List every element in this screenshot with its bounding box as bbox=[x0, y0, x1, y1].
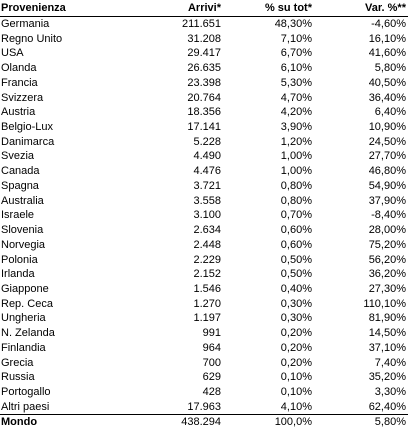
arrivals-cell: 20.764 bbox=[187, 91, 221, 104]
share-cell: 1,00% bbox=[280, 165, 312, 178]
table-row bbox=[0, 400, 408, 415]
column-header-arrivals: Arrivi* bbox=[127, 0, 223, 17]
change-cell: -8,40% bbox=[371, 209, 406, 222]
column-header-change: Var. %** bbox=[314, 0, 408, 17]
table-row bbox=[0, 194, 408, 209]
arrivals-cell: 5.228 bbox=[193, 135, 221, 148]
country-cell: Portogallo bbox=[1, 385, 51, 398]
change-cell: 37,10% bbox=[368, 341, 406, 354]
arrivals-cell: 17.141 bbox=[187, 121, 221, 134]
share-cell: 4,70% bbox=[280, 91, 312, 104]
change-cell: 16,10% bbox=[368, 32, 406, 45]
share-cell: 4,10% bbox=[280, 400, 312, 413]
arrivals-cell: 26.635 bbox=[187, 62, 221, 75]
table-row bbox=[0, 311, 408, 326]
table-row bbox=[0, 370, 408, 385]
change-cell: 62,40% bbox=[368, 400, 406, 413]
country-cell: Olanda bbox=[1, 62, 37, 75]
total-arrivals-cell: 438.294 bbox=[127, 415, 223, 430]
arrivals-cell: 4.476 bbox=[193, 165, 221, 178]
arrivals-cell: 1.546 bbox=[193, 282, 221, 295]
share-cell: 0,20% bbox=[280, 341, 312, 354]
change-cell: 10,90% bbox=[368, 121, 406, 134]
table-row bbox=[0, 208, 408, 223]
country-cell: Belgio-Lux bbox=[1, 121, 53, 134]
share-cell: 6,70% bbox=[280, 47, 312, 60]
share-cell: 1,00% bbox=[280, 150, 312, 163]
change-cell: 36,20% bbox=[368, 268, 406, 281]
change-cell: 14,50% bbox=[368, 327, 406, 340]
country-cell: Rep. Ceca bbox=[1, 297, 53, 310]
table-row bbox=[0, 105, 408, 120]
share-cell: 0,20% bbox=[280, 327, 312, 340]
country-cell: Grecia bbox=[1, 356, 34, 369]
change-cell: 7,40% bbox=[374, 356, 406, 369]
change-cell: 3,30% bbox=[374, 385, 406, 398]
table-row bbox=[0, 149, 408, 164]
country-cell: Danimarca bbox=[1, 135, 55, 148]
change-cell: 41,60% bbox=[368, 47, 406, 60]
share-cell: 0,10% bbox=[280, 371, 312, 384]
change-cell: 56,20% bbox=[368, 253, 406, 266]
country-cell: Slovenia bbox=[1, 224, 44, 237]
share-cell: 6,10% bbox=[280, 62, 312, 75]
arrivals-cell: 3.558 bbox=[193, 194, 221, 207]
country-cell: Canada bbox=[1, 165, 40, 178]
table-row bbox=[0, 267, 408, 282]
table-header-row bbox=[0, 0, 408, 17]
country-cell: Svizzera bbox=[1, 91, 44, 104]
table-row bbox=[0, 297, 408, 312]
change-cell: 36,40% bbox=[368, 91, 406, 104]
share-cell: 0,20% bbox=[280, 356, 312, 369]
share-cell: 1,20% bbox=[280, 135, 312, 148]
table-row bbox=[0, 164, 408, 179]
table-row bbox=[0, 32, 408, 47]
table-row bbox=[0, 223, 408, 238]
change-cell: 54,90% bbox=[368, 179, 406, 192]
table-row bbox=[0, 238, 408, 253]
arrivals-cell: 2.152 bbox=[193, 268, 221, 281]
share-cell: 7,10% bbox=[280, 32, 312, 45]
table-row bbox=[0, 385, 408, 400]
share-cell: 3,90% bbox=[280, 121, 312, 134]
total-share-cell: 100,0% bbox=[223, 415, 314, 430]
country-cell: Norvegia bbox=[1, 238, 46, 251]
table-row bbox=[0, 253, 408, 268]
arrivals-cell: 1.197 bbox=[193, 312, 221, 325]
country-cell: Germania bbox=[1, 18, 50, 30]
arrivals-cell: 4.490 bbox=[193, 150, 221, 163]
arrivals-cell: 991 bbox=[202, 327, 221, 340]
arrivals-cell: 2.448 bbox=[193, 238, 221, 251]
change-cell: 75,20% bbox=[368, 238, 406, 251]
country-cell: Irlanda bbox=[1, 268, 35, 281]
table-row bbox=[0, 135, 408, 150]
share-cell: 5,30% bbox=[280, 76, 312, 89]
arrivals-cell: 428 bbox=[202, 385, 221, 398]
country-cell: Austria bbox=[1, 106, 36, 119]
table-total-row bbox=[0, 415, 408, 430]
table-row bbox=[0, 326, 408, 341]
share-cell: 0,30% bbox=[280, 297, 312, 310]
arrivals-cell: 3.721 bbox=[193, 179, 221, 192]
change-cell: 6,40% bbox=[374, 106, 406, 119]
share-cell: 0,70% bbox=[280, 209, 312, 222]
arrivals-cell: 18.356 bbox=[187, 106, 221, 119]
country-cell: Israele bbox=[1, 209, 35, 222]
column-header-share: % su tot* bbox=[223, 0, 314, 17]
arrivals-cell: 700 bbox=[202, 356, 221, 369]
total-change-cell: 5,80% bbox=[314, 415, 408, 430]
arrivals-cell: 629 bbox=[202, 371, 221, 384]
country-cell: Francia bbox=[1, 76, 38, 89]
share-cell: 0,50% bbox=[280, 253, 312, 266]
country-cell: N. Zelanda bbox=[1, 327, 55, 340]
table-row bbox=[0, 46, 408, 61]
table-row bbox=[0, 120, 408, 135]
change-cell: 24,50% bbox=[368, 135, 406, 148]
arrivals-cell: 2.634 bbox=[193, 224, 221, 237]
change-cell: 27,30% bbox=[368, 282, 406, 295]
country-cell: Svezia bbox=[1, 150, 35, 163]
change-cell: 27,70% bbox=[368, 150, 406, 163]
country-cell: Regno Unito bbox=[1, 32, 63, 45]
change-cell: 81,90% bbox=[368, 312, 406, 325]
change-cell: 28,00% bbox=[368, 224, 406, 237]
country-cell: Giappone bbox=[1, 282, 49, 295]
country-cell: Altri paesi bbox=[1, 400, 50, 413]
arrivals-cell: 17.963 bbox=[187, 400, 221, 413]
change-cell: 5,80% bbox=[374, 62, 406, 75]
table-row bbox=[0, 76, 408, 91]
share-cell: 0,10% bbox=[280, 385, 312, 398]
change-cell: 35,20% bbox=[368, 371, 406, 384]
country-cell: Russia bbox=[1, 371, 35, 384]
arrivals-cell: 2.229 bbox=[193, 253, 221, 266]
share-cell: 0,60% bbox=[280, 238, 312, 251]
share-cell: 48,30% bbox=[274, 18, 312, 30]
change-cell: 110,10% bbox=[363, 297, 406, 310]
country-cell: Ungheria bbox=[1, 312, 46, 325]
share-cell: 0,60% bbox=[280, 224, 312, 237]
arrivals-cell: 3.100 bbox=[193, 209, 221, 222]
share-cell: 0,50% bbox=[280, 268, 312, 281]
share-cell: 4,20% bbox=[280, 106, 312, 119]
share-cell: 0,80% bbox=[280, 194, 312, 207]
country-cell: Spagna bbox=[1, 179, 39, 192]
arrivals-cell: 31.208 bbox=[187, 32, 221, 45]
change-cell: 37,90% bbox=[368, 194, 406, 207]
country-cell: Polonia bbox=[1, 253, 38, 266]
share-cell: 0,80% bbox=[280, 179, 312, 192]
table-row bbox=[0, 356, 408, 371]
table-row bbox=[0, 17, 408, 32]
change-cell: 46,80% bbox=[368, 165, 406, 178]
table-body bbox=[0, 17, 408, 415]
table-row bbox=[0, 179, 408, 194]
share-cell: 0,40% bbox=[280, 282, 312, 295]
arrivals-cell: 29.417 bbox=[187, 47, 221, 60]
change-cell: -4,60% bbox=[371, 18, 406, 30]
total-country-cell: Mondo bbox=[0, 415, 127, 430]
country-cell: Finlandia bbox=[1, 341, 46, 354]
arrivals-cell: 964 bbox=[202, 341, 221, 354]
table-row bbox=[0, 61, 408, 76]
share-cell: 0,30% bbox=[280, 312, 312, 325]
arrivals-cell: 211.651 bbox=[182, 18, 221, 30]
table-row bbox=[0, 341, 408, 356]
table-row bbox=[0, 91, 408, 106]
column-header-country: Provenienza bbox=[0, 0, 127, 17]
arrivals-cell: 1.270 bbox=[193, 297, 221, 310]
table-row bbox=[0, 282, 408, 297]
country-cell: USA bbox=[1, 47, 24, 60]
arrivals-cell: 23.398 bbox=[187, 76, 221, 89]
change-cell: 40,50% bbox=[368, 76, 406, 89]
country-cell: Australia bbox=[1, 194, 44, 207]
